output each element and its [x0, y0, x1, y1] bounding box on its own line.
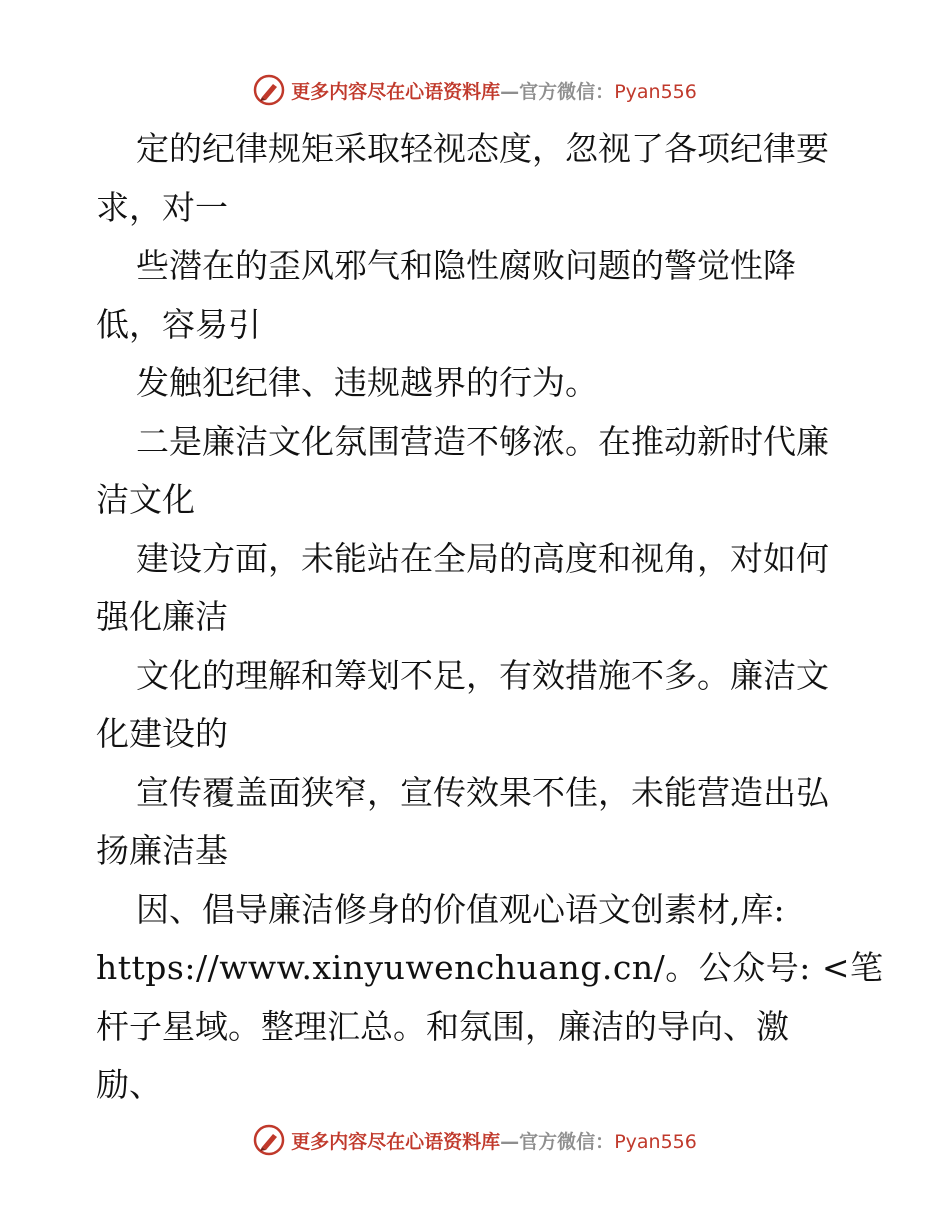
- text-line: 文化的理解和筹划不足，有效措施不多。廉洁文: [136, 655, 829, 695]
- text-line: 洁文化: [96, 480, 195, 519]
- header-banner-text: [291, 77, 697, 104]
- text-line-url: https://www.xinyuwenchuang.cn/。公众号: <笔: [96, 948, 884, 987]
- footer-banner-sub: 官方微信：: [519, 1130, 615, 1153]
- header-banner-wechat: Pyan556: [614, 80, 697, 103]
- text-line: 强化廉洁: [96, 597, 228, 636]
- header-banner: [0, 70, 950, 110]
- footer-banner-main: 更多内容尽在心语资料库: [291, 1130, 501, 1153]
- document-body: [96, 120, 884, 1115]
- footer-banner: [0, 1120, 950, 1160]
- text-line: 二是廉洁文化氛围营造不够浓。在推动新时代廉: [136, 421, 829, 461]
- text-line: 发触犯纪律、违规越界的行为。: [136, 363, 598, 402]
- footer-banner-text: [291, 1127, 697, 1154]
- text-line: 宣传覆盖面狭窄，宣传效果不佳，未能营造出弘: [136, 772, 829, 812]
- text-line: 定的纪律规矩采取轻视态度，忽视了各项纪律要: [136, 129, 829, 168]
- header-banner-main: 更多内容尽在心语资料库: [291, 80, 501, 103]
- text-line: 求，对一: [96, 187, 228, 227]
- header-banner-dash: —: [500, 80, 520, 103]
- text-line: 低，容易引: [96, 304, 261, 344]
- text-line: 扬廉洁基: [96, 831, 228, 870]
- header-banner-sub: 官方微信：: [519, 80, 615, 103]
- text-line: 励、: [96, 1065, 162, 1104]
- pen-logo-icon: [253, 1124, 285, 1156]
- text-line: 因、倡导廉洁修身的价值观心语文创素材,库:: [136, 889, 785, 929]
- text-line: 杆子星域。整理汇总。和氛围，廉洁的导向、激: [96, 1006, 789, 1046]
- pen-logo-icon: [253, 74, 285, 106]
- text-line: 些潜在的歪风邪气和隐性腐败问题的警觉性降: [136, 246, 796, 285]
- footer-banner-wechat: Pyan556: [614, 1130, 697, 1153]
- footer-banner-dash: —: [500, 1130, 520, 1153]
- text-line: 化建设的: [96, 714, 228, 753]
- text-line: 建设方面，未能站在全局的高度和视角，对如何: [136, 538, 829, 578]
